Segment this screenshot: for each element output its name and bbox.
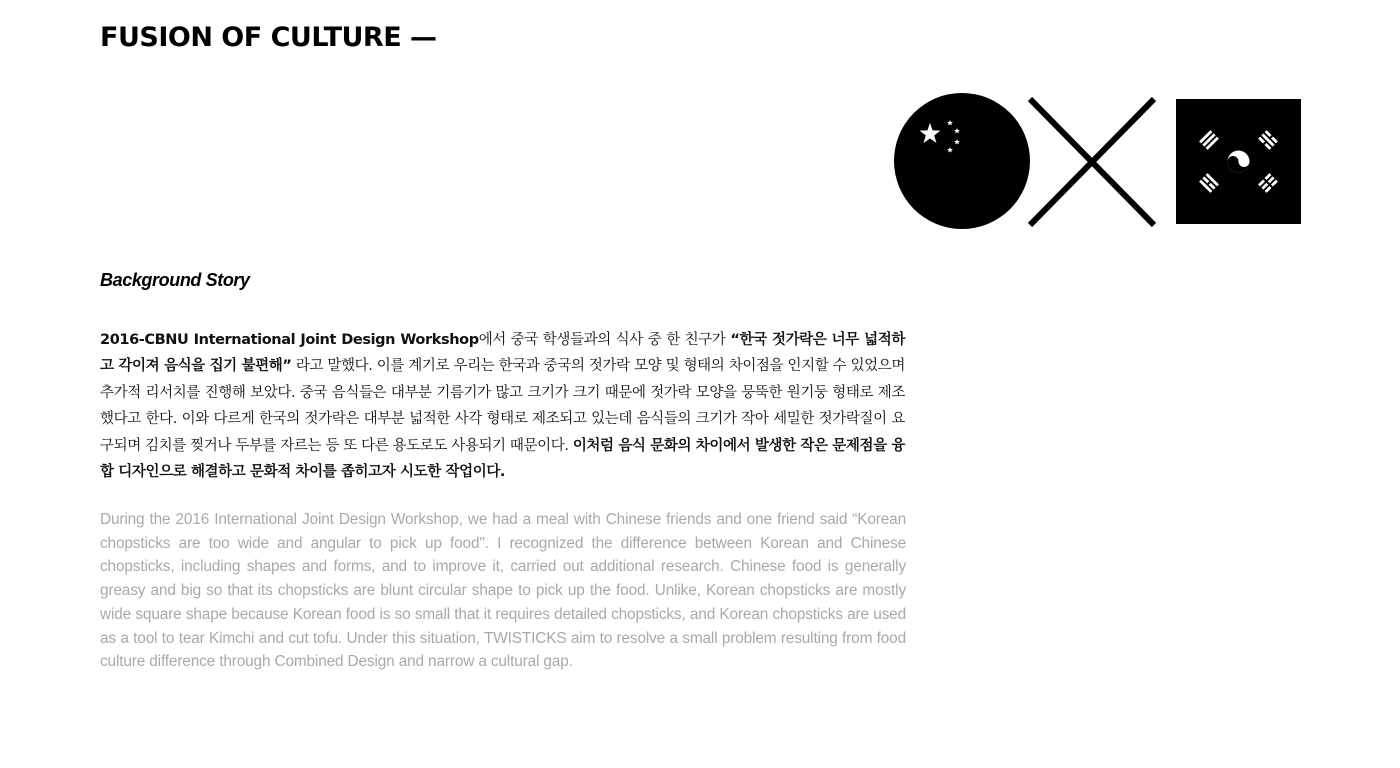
page-title: FUSION OF CULTURE — [100,22,437,53]
section-heading: Background Story [100,270,250,290]
culture-symbols [893,92,1303,232]
friend-quote: “한국 젓가락은 너무 넓적하고 각이져 음식을 집기 불편해” [100,332,905,375]
story-conclusion: 이처럼 음식 문화의 차이에서 발생한 작은 문제점을 융합 디자인으로 해결하고 문화적 차이를 좁히고자 시도한 작업이다. [100,437,906,481]
english-story-paragraph: During the 2016 International Joint Design Workshop, we had a meal with Chinese friends and one friend said “Korean chopsticks are too wide and angular to pick up food". I recognized the difference between Korean and Chinese chopsticks, including shapes and forms, and to improve it, carried out additional research. Chinese food is generally greasy and big so that its chopsticks are blunt circular shape to pick up the food. Unlike, Korean chopsticks are mostly wide square shape because Korean food is so small that it requires detailed chopsticks, and Korean chopsticks are used as a tool to tear Kimchi and cut tofu. Under this situation, TWISTICKS aim to resolve a small problem resulting from food culture difference through Combined Design and narrow a cultural gap. [100,511,906,671]
korea-flag-icon [1176,99,1302,225]
workshop-name: 2016-CBNU International Joint Design Workshop [100,332,479,348]
cross-x-icon [1027,97,1157,227]
story-text: 라고 말했다. 이를 계기로 우리는 한국과 중국의 젓가락 모양 및 형태의 차이점을 인지할 수 있었으며 추가적 리서치를 진행해 보았다. 중국 음식들은 대부분 기름기가 많고 크기가 크기 때문에 젓가락 모양을 뭉뚝한 원기둥 형태로 제조했다고 한다. 이와 다르게 한국의 젓가락은 대부분 넓적한 사각 형태로 제조되고 있는데 음식들의 크기가 작아 세밀한 젓가락질이 요구되며 김치를 찢거나 두부를 자르는 등 또 다른 용도로도 사용되기 때문이다. [100,358,906,454]
china-flag-icon [893,92,1033,232]
korean-story-paragraph [100,327,905,485]
story-text: 에서 중국 학생들과의 식사 중 한 친구가 [478,332,731,348]
taegeuk-icon [1228,151,1250,173]
